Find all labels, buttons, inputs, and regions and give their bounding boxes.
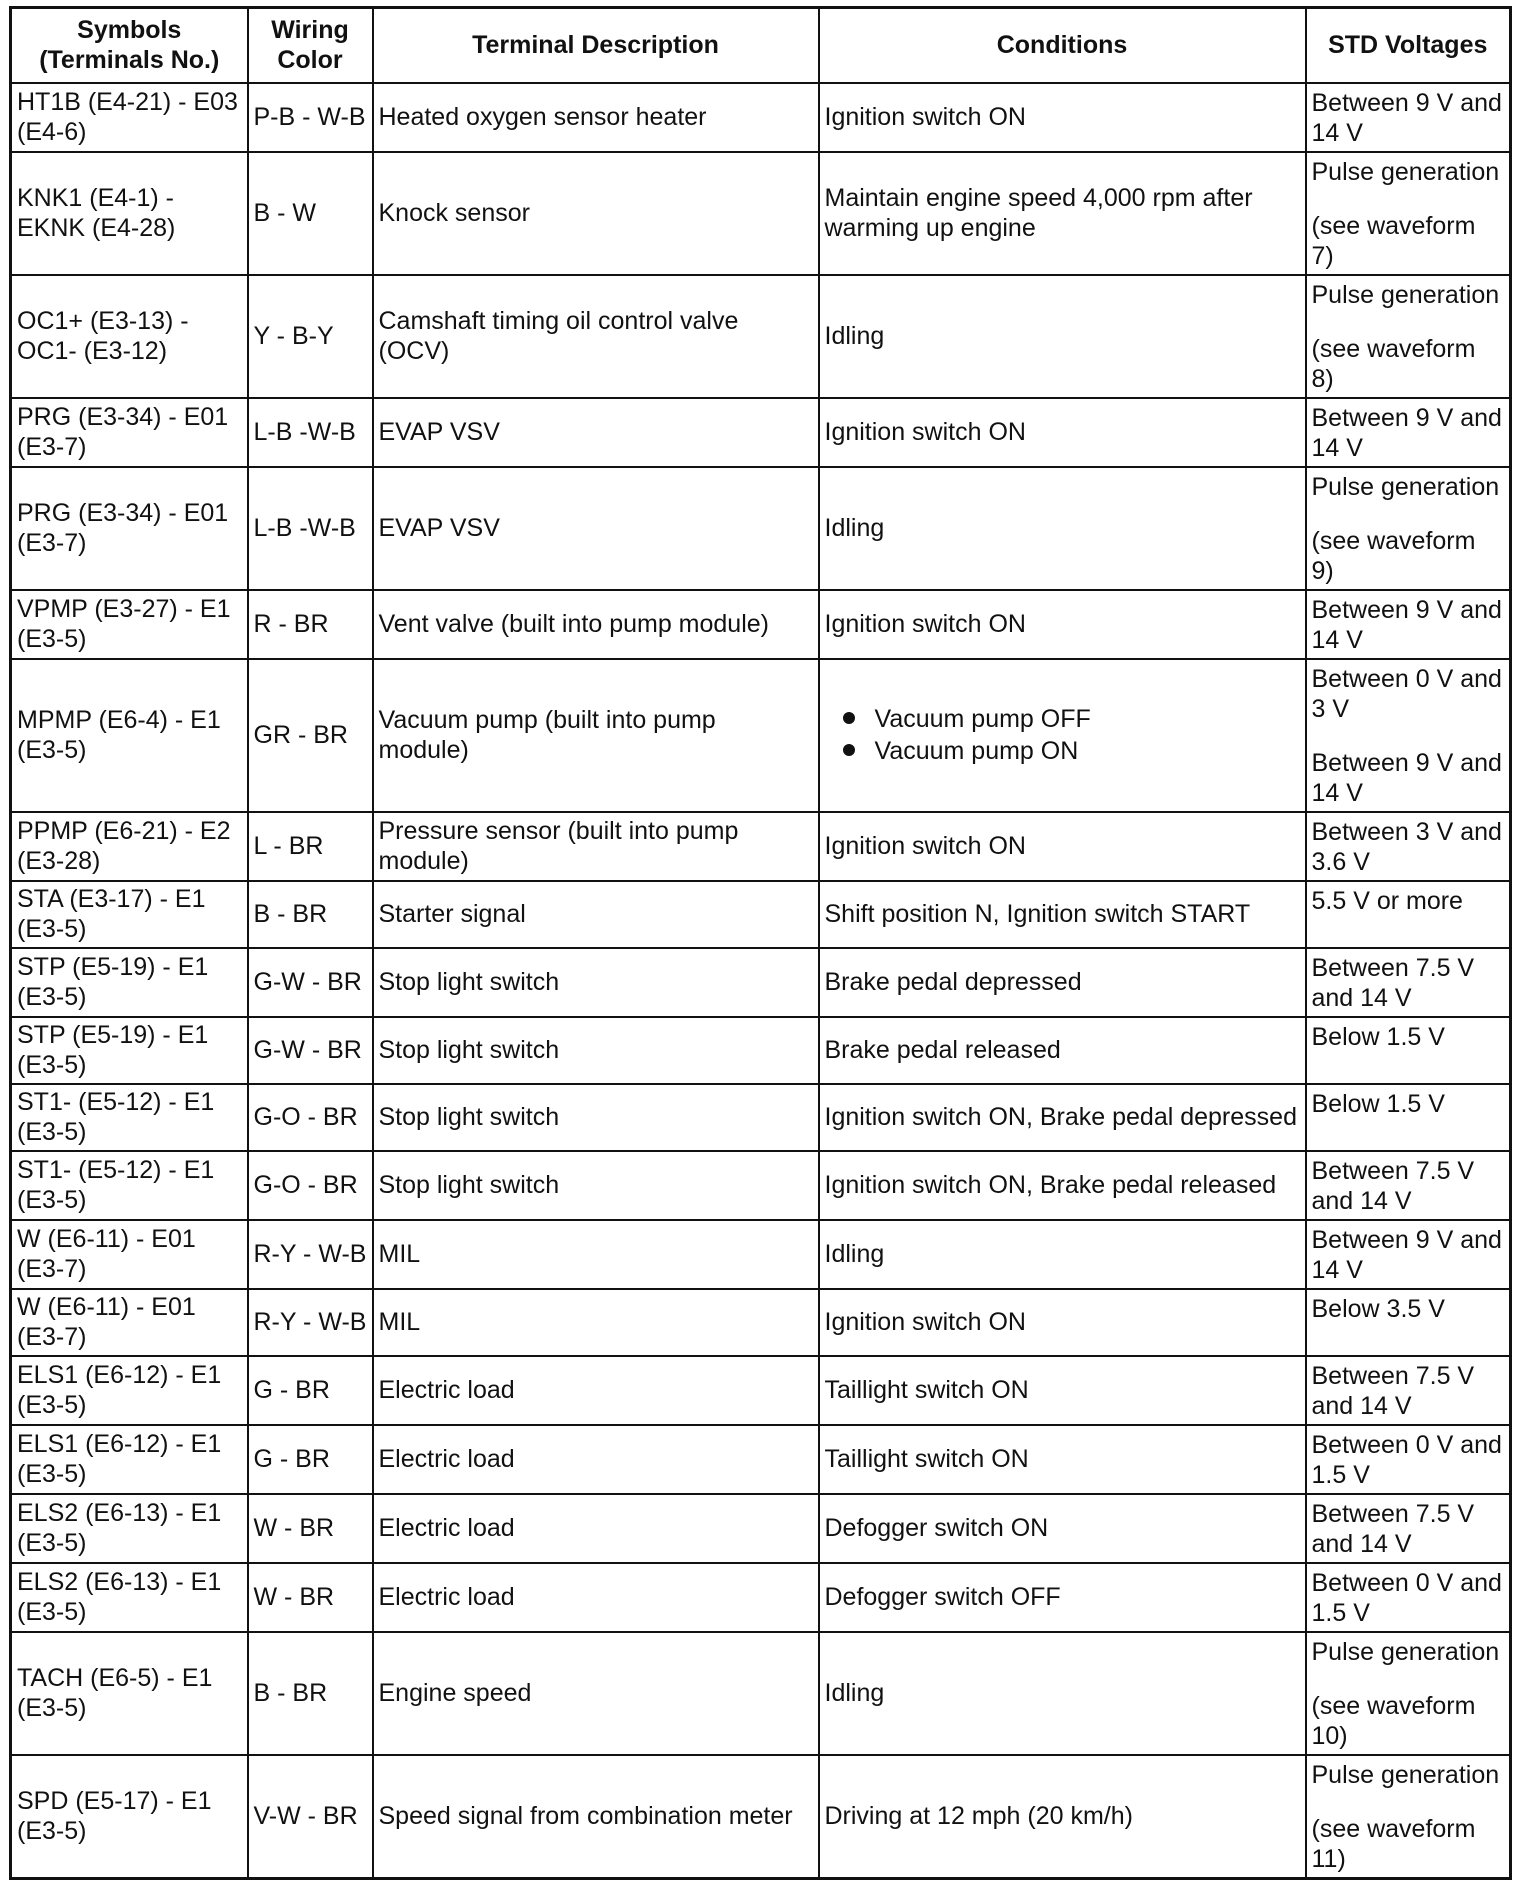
wiring-color-cell: B - BR [248,1632,373,1755]
std-voltage-cell [1306,467,1511,590]
symbols-cell [11,1289,248,1356]
symbols-cell [11,398,248,467]
voltage-text: Between 0 V and 1.5 V [1311,1569,1502,1627]
symbol-line: (E3-5) [17,736,87,764]
header-row [11,8,1511,84]
voltage-text: Below 1.5 V [1311,1023,1445,1051]
std-voltage-cell [1306,590,1511,659]
voltage-text: Below 1.5 V [1311,1090,1445,1118]
conditions-cell [819,1151,1306,1220]
std-voltage-cell [1306,659,1511,812]
voltage-text: Between 3 V and 3.6 V [1311,818,1502,876]
symbol-line: W (E6-11) - E01 [17,1225,196,1253]
wiring-color-cell: G - BR [248,1425,373,1494]
voltage-text: Pulse generation [1311,158,1500,186]
std-voltage-cell [1306,1632,1511,1755]
terminal-description-cell: MIL [373,1220,819,1289]
symbol-line: (E4-6) [17,118,87,146]
symbols-cell [11,1425,248,1494]
wiring-color-cell: G-W - BR [248,1017,373,1084]
table-row [11,812,1511,881]
voltage-text: Between 7.5 V and 14 V [1311,1157,1475,1215]
symbol-line: STP (E5-19) - E1 [17,1021,209,1049]
conditions-cell [819,812,1306,881]
voltage-text: 5.5 V or more [1311,887,1463,915]
symbols-cell [11,881,248,948]
table-row [11,1289,1511,1356]
symbol-line: SPD (E5-17) - E1 [17,1787,212,1815]
table-row [11,1017,1511,1084]
symbol-line: (E3-7) [17,1255,87,1283]
terminal-description-cell: Stop light switch [373,1084,819,1151]
header-symbols: Symbols (Terminals No.) [11,8,248,84]
std-voltage-cell [1306,1755,1511,1879]
symbol-line: (E3-5) [17,1391,87,1419]
condition-text: Brake pedal released [824,1036,1061,1064]
symbol-line: HT1B (E4-21) - E03 [17,88,238,116]
condition-text: Vacuum pump ON [874,737,1079,765]
wiring-color-cell: L - BR [248,812,373,881]
std-voltage-cell [1306,881,1511,948]
voltage-text: (see waveform 8) [1311,335,1476,393]
wiring-color-cell: Y - B-Y [248,275,373,398]
wiring-color-cell: V-W - BR [248,1755,373,1879]
terminal-description-cell: Pressure sensor (built into pump module) [373,812,819,881]
terminal-description-cell: Vacuum pump (built into pump module) [373,659,819,812]
header-terminal-description: Terminal Description [373,8,819,84]
symbols-cell [11,1632,248,1755]
std-voltage-cell [1306,812,1511,881]
condition-text: Driving at 12 mph (20 km/h) [824,1802,1133,1830]
conditions-cell [819,1017,1306,1084]
std-voltage-cell [1306,1220,1511,1289]
symbol-line: ELS2 (E6-13) - E1 [17,1499,222,1527]
condition-text: Maintain engine speed 4,000 rpm after warming up engine [824,184,1253,242]
conditions-cell [819,1425,1306,1494]
conditions-cell [819,1563,1306,1632]
table-row [11,398,1511,467]
table-row [11,881,1511,948]
symbols-cell [11,812,248,881]
wiring-color-cell: G-W - BR [248,948,373,1017]
condition-text: Brake pedal depressed [824,968,1082,996]
symbol-line: MPMP (E6-4) - E1 [17,706,221,734]
voltage-text: Pulse generation [1311,473,1500,501]
symbols-cell [11,275,248,398]
conditions-cell [819,948,1306,1017]
symbol-line: ELS1 (E6-12) - E1 [17,1361,222,1389]
table-row [11,1755,1511,1879]
voltage-text: Between 9 V and 14 V [1311,404,1502,462]
voltage-text: (see waveform 9) [1311,527,1476,585]
symbol-line: OC1+ (E3-13) - [17,307,189,335]
symbol-line: STP (E5-19) - E1 [17,953,209,981]
conditions-cell [819,1632,1306,1755]
conditions-list [825,703,1300,767]
condition-text: Idling [824,514,885,542]
terminal-description-cell: Vent valve (built into pump module) [373,590,819,659]
voltage-text: Between 7.5 V and 14 V [1311,954,1475,1012]
symbol-line: ELS1 (E6-12) - E1 [17,1430,222,1458]
conditions-cell [819,1494,1306,1563]
symbol-line: (E3-28) [17,847,101,875]
header-conditions: Conditions [819,8,1306,84]
symbol-line: PRG (E3-34) - E01 [17,499,229,527]
table-row [11,1632,1511,1755]
symbol-line: W (E6-11) - E01 [17,1293,196,1321]
symbols-cell [11,1563,248,1632]
std-voltage-cell [1306,1563,1511,1632]
symbols-cell [11,1151,248,1220]
wiring-color-cell: G - BR [248,1356,373,1425]
table-row [11,1563,1511,1632]
conditions-cell [819,659,1306,812]
wiring-color-cell: B - BR [248,881,373,948]
symbol-line: (E3-5) [17,1460,87,1488]
symbol-line: (E3-5) [17,1817,87,1845]
voltage-text: (see waveform 7) [1311,212,1476,270]
terminal-description-cell: EVAP VSV [373,398,819,467]
terminal-description-cell: Speed signal from combination meter [373,1755,819,1879]
symbol-line: ELS2 (E6-13) - E1 [17,1568,222,1596]
terminal-description-cell: Stop light switch [373,1151,819,1220]
voltage-text: (see waveform 11) [1311,1815,1476,1873]
conditions-cell [819,1289,1306,1356]
symbols-cell [11,83,248,152]
condition-text: Idling [824,1240,885,1268]
std-voltage-cell [1306,1356,1511,1425]
conditions-cell [819,83,1306,152]
wiring-color-cell: R-Y - W-B [248,1289,373,1356]
symbols-cell [11,659,248,812]
wiring-color-cell: L-B -W-B [248,398,373,467]
header-std-voltages: STD Voltages [1306,8,1511,84]
symbol-line: EKNK (E4-28) [17,214,176,242]
conditions-list-item [843,735,1300,767]
std-voltage-cell [1306,1017,1511,1084]
voltage-text: Between 9 V and 14 V [1311,749,1502,807]
std-voltage-cell [1306,398,1511,467]
symbols-cell [11,1755,248,1879]
table-row [11,275,1511,398]
terminal-voltage-table [9,6,1512,1880]
symbol-line: (E3-5) [17,915,87,943]
terminal-description-cell: EVAP VSV [373,467,819,590]
wiring-color-cell: P-B - W-B [248,83,373,152]
voltage-text: Between 9 V and 14 V [1311,596,1502,654]
condition-text: Defogger switch OFF [824,1583,1061,1611]
symbol-line: STA (E3-17) - E1 [17,885,206,913]
symbol-line: (E3-5) [17,983,87,1011]
condition-text: Ignition switch ON [824,103,1026,131]
wiring-color-cell: G-O - BR [248,1084,373,1151]
std-voltage-cell [1306,1425,1511,1494]
symbols-cell [11,1220,248,1289]
symbol-line: KNK1 (E4-1) - [17,184,174,212]
condition-text: Ignition switch ON [824,1308,1026,1336]
conditions-cell [819,275,1306,398]
symbol-line: (E3-5) [17,1694,87,1722]
table-row [11,659,1511,812]
voltage-text: Between 7.5 V and 14 V [1311,1500,1475,1558]
symbol-line: (E3-5) [17,1118,87,1146]
terminal-description-cell: MIL [373,1289,819,1356]
wiring-color-cell: R - BR [248,590,373,659]
condition-text: Shift position N, Ignition switch START [824,900,1251,928]
std-voltage-cell [1306,948,1511,1017]
table-row [11,83,1511,152]
condition-text: Ignition switch ON, Brake pedal depressed [824,1103,1297,1131]
terminal-description-cell: Electric load [373,1494,819,1563]
conditions-cell [819,1356,1306,1425]
terminal-description-cell: Electric load [373,1425,819,1494]
table-body [11,83,1511,1879]
voltage-text: Between 0 V and 1.5 V [1311,1431,1502,1489]
voltage-text: Below 3.5 V [1311,1295,1445,1323]
bullet-icon [843,712,855,724]
terminal-description-cell: Stop light switch [373,948,819,1017]
table-row [11,467,1511,590]
wiring-color-cell: W - BR [248,1494,373,1563]
conditions-cell [819,1755,1306,1879]
conditions-list-item [843,703,1300,735]
std-voltage-cell [1306,275,1511,398]
table-row [11,1494,1511,1563]
voltage-text: Between 9 V and 14 V [1311,89,1502,147]
conditions-cell [819,467,1306,590]
condition-text: Taillight switch ON [824,1376,1029,1404]
header-wiring-color: Wiring Color [248,8,373,84]
symbol-line: OC1- (E3-12) [17,337,168,365]
wiring-color-cell: R-Y - W-B [248,1220,373,1289]
symbols-cell [11,1494,248,1563]
terminal-description-cell: Electric load [373,1356,819,1425]
voltage-text: Between 7.5 V and 14 V [1311,1362,1475,1420]
conditions-cell [819,881,1306,948]
condition-text: Ignition switch ON [824,832,1026,860]
std-voltage-cell [1306,1084,1511,1151]
condition-text: Taillight switch ON [824,1445,1029,1473]
condition-text: Idling [824,1679,885,1707]
voltage-text: Between 0 V and 3 V [1311,665,1502,723]
symbols-cell [11,1017,248,1084]
std-voltage-cell [1306,1494,1511,1563]
terminal-description-cell: Stop light switch [373,1017,819,1084]
terminal-description-cell: Camshaft timing oil control valve (OCV) [373,275,819,398]
voltage-text: Between 9 V and 14 V [1311,1226,1502,1284]
table-row [11,1084,1511,1151]
conditions-cell [819,590,1306,659]
voltage-text: Pulse generation [1311,1761,1500,1789]
symbol-line: (E3-7) [17,1323,87,1351]
terminal-description-cell: Engine speed [373,1632,819,1755]
symbols-cell [11,948,248,1017]
symbol-line: (E3-5) [17,625,87,653]
conditions-cell [819,1084,1306,1151]
symbol-line: PRG (E3-34) - E01 [17,403,229,431]
conditions-cell [819,398,1306,467]
std-voltage-cell [1306,152,1511,275]
symbols-cell [11,152,248,275]
condition-text: Idling [824,322,885,350]
terminal-description-cell: Starter signal [373,881,819,948]
table-row [11,1425,1511,1494]
wiring-color-cell: L-B -W-B [248,467,373,590]
symbols-cell [11,467,248,590]
condition-text: Vacuum pump OFF [874,705,1091,733]
std-voltage-cell [1306,83,1511,152]
table-row [11,948,1511,1017]
symbol-line: ST1- (E5-12) - E1 [17,1088,215,1116]
condition-text: Ignition switch ON, Brake pedal released [824,1171,1277,1199]
symbol-line: ST1- (E5-12) - E1 [17,1156,215,1184]
condition-text: Ignition switch ON [824,418,1026,446]
symbol-line: (E3-5) [17,1529,87,1557]
table-row [11,152,1511,275]
conditions-cell [819,1220,1306,1289]
table-row [11,1151,1511,1220]
wiring-color-cell: B - W [248,152,373,275]
symbols-cell [11,590,248,659]
wiring-color-cell: G-O - BR [248,1151,373,1220]
symbol-line: VPMP (E3-27) - E1 [17,595,231,623]
terminal-description-cell: Electric load [373,1563,819,1632]
voltage-text: Pulse generation [1311,281,1500,309]
wiring-color-cell: W - BR [248,1563,373,1632]
symbol-line: (E3-5) [17,1598,87,1626]
table-row [11,590,1511,659]
table-row [11,1220,1511,1289]
symbol-line: (E3-7) [17,529,87,557]
symbols-cell [11,1084,248,1151]
table-row [11,1356,1511,1425]
symbol-line: (E3-5) [17,1051,87,1079]
symbols-cell [11,1356,248,1425]
std-voltage-cell [1306,1289,1511,1356]
symbol-line: (E3-7) [17,433,87,461]
terminal-description-cell: Heated oxygen sensor heater [373,83,819,152]
condition-text: Defogger switch ON [824,1514,1049,1542]
condition-text: Ignition switch ON [824,610,1026,638]
symbol-line: PPMP (E6-21) - E2 [17,817,231,845]
bullet-icon [843,744,855,756]
wiring-color-cell: GR - BR [248,659,373,812]
symbol-line: (E3-5) [17,1186,87,1214]
terminal-description-cell: Knock sensor [373,152,819,275]
voltage-text: (see waveform 10) [1311,1692,1476,1750]
voltage-text: Pulse generation [1311,1638,1500,1666]
symbol-line: TACH (E6-5) - E1 [17,1664,213,1692]
std-voltage-cell [1306,1151,1511,1220]
conditions-cell [819,152,1306,275]
